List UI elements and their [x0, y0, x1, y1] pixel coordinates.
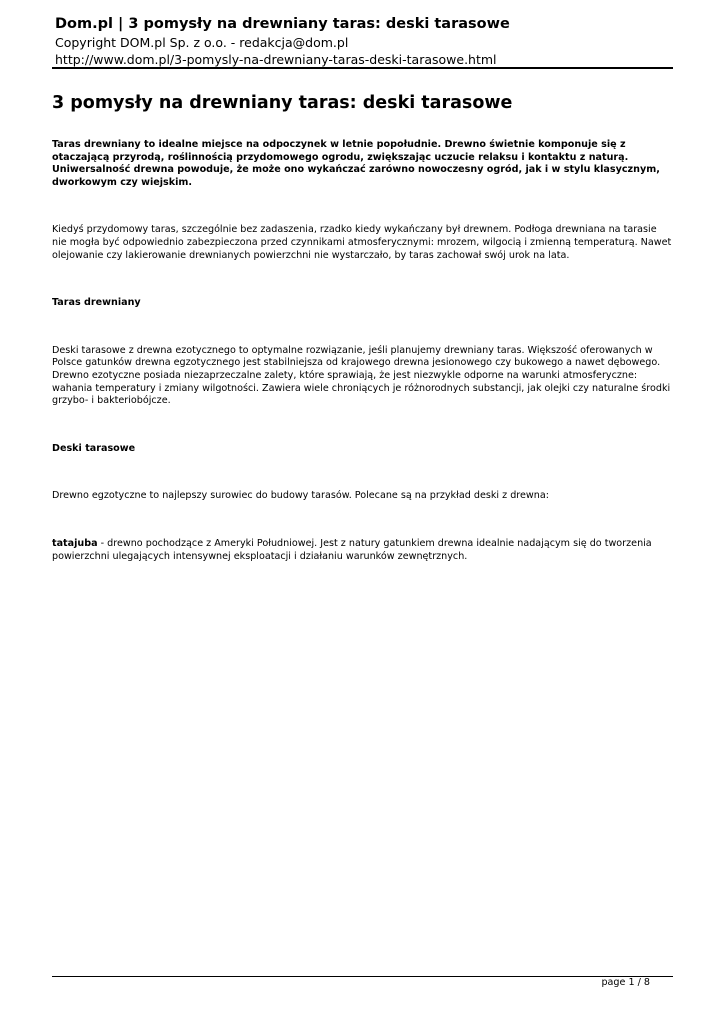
article-body	[52, 92, 673, 563]
copyright-line: Copyright DOM.pl Sp. z o.o. - redakcja@dom.pl	[55, 35, 349, 50]
paragraph-deski: Drewno egzotyczne to najlepszy surowiec do budowy tarasów. Polecane są na przykład deski z drewna:	[52, 490, 549, 502]
term-tatajuba-description: - drewno pochodzące z Ameryki Południowej. Jest z natury gatunkiem drewna idealnie nadającym się do tworzenia powierzchni ulegających intensywnej eksploatacji i działaniu warunków zewnętrznych.	[52, 537, 652, 562]
page-number: page 1 / 8	[601, 977, 650, 988]
article-lead: Taras drewniany to idealne miejsce na odpoczynek w letnie popołudnie. Drewno świetnie komponuje się z otaczającą przyrodą, roślinnością przydomowego ogrodu, zwiększając uczucie relaksu i kontaktu z naturą. Uniwersalność drewna powoduje, że może ono wykańczać zarówno nowoczesny ogród, jak i w stylu klasycznym, dworkowym czy wiejskim.	[52, 139, 660, 188]
document-header	[55, 15, 673, 68]
section-heading-taras-drewniany: Taras drewniany	[52, 297, 141, 309]
paragraph-taras: Deski tarasowe z drewna ezotycznego to optymalne rozwiązanie, jeśli planujemy drewniany taras. Większość oferowanych w Polsce gatunków drewna egzotycznego jest stabilniejsza od krajowego drewna jesionowego czy bukowego a nawet dębowego. Drewno ezotyczne posiada niezaprzeczalne zalety, które sprawiają, że jest niezwykle odporne na warunki atmosferyczne: wahania temperatury i zmiany wilgotności. Zawiera wiele chroniących je różnorodnych substancji, jak olejki czy naturalne środki grzybo- i bakteriobójcze.	[52, 344, 671, 407]
article-title: 3 pomysły na drewniany taras: deski tarasowe	[52, 93, 513, 113]
footer-divider	[52, 976, 673, 977]
paragraph-intro: Kiedyś przydomowy taras, szczególnie bez zadaszenia, rzadko kiedy wykańczany był drewnem. Podłoga drewniana na tarasie nie mogła być odpowiednio zabezpieczona przed czynnikami atmosferycznymi: mrozem, wilgocią i zmienną temperaturą. Nawet olejowanie czy lakierowanie drewnianych powierzchni nie wystarczało, by taras zachował swój urok na lata.	[52, 224, 672, 261]
site-title: Dom.pl | 3 pomysły na drewniany taras: deski tarasowe	[55, 16, 510, 32]
source-url: http://www.dom.pl/3-pomysly-na-drewniany-taras-deski-tarasowe.html	[55, 52, 497, 67]
header-divider	[52, 67, 673, 69]
term-tatajuba: tatajuba	[52, 537, 98, 549]
section-heading-deski-tarasowe: Deski tarasowe	[52, 442, 136, 454]
definition-tatajuba	[52, 538, 673, 563]
